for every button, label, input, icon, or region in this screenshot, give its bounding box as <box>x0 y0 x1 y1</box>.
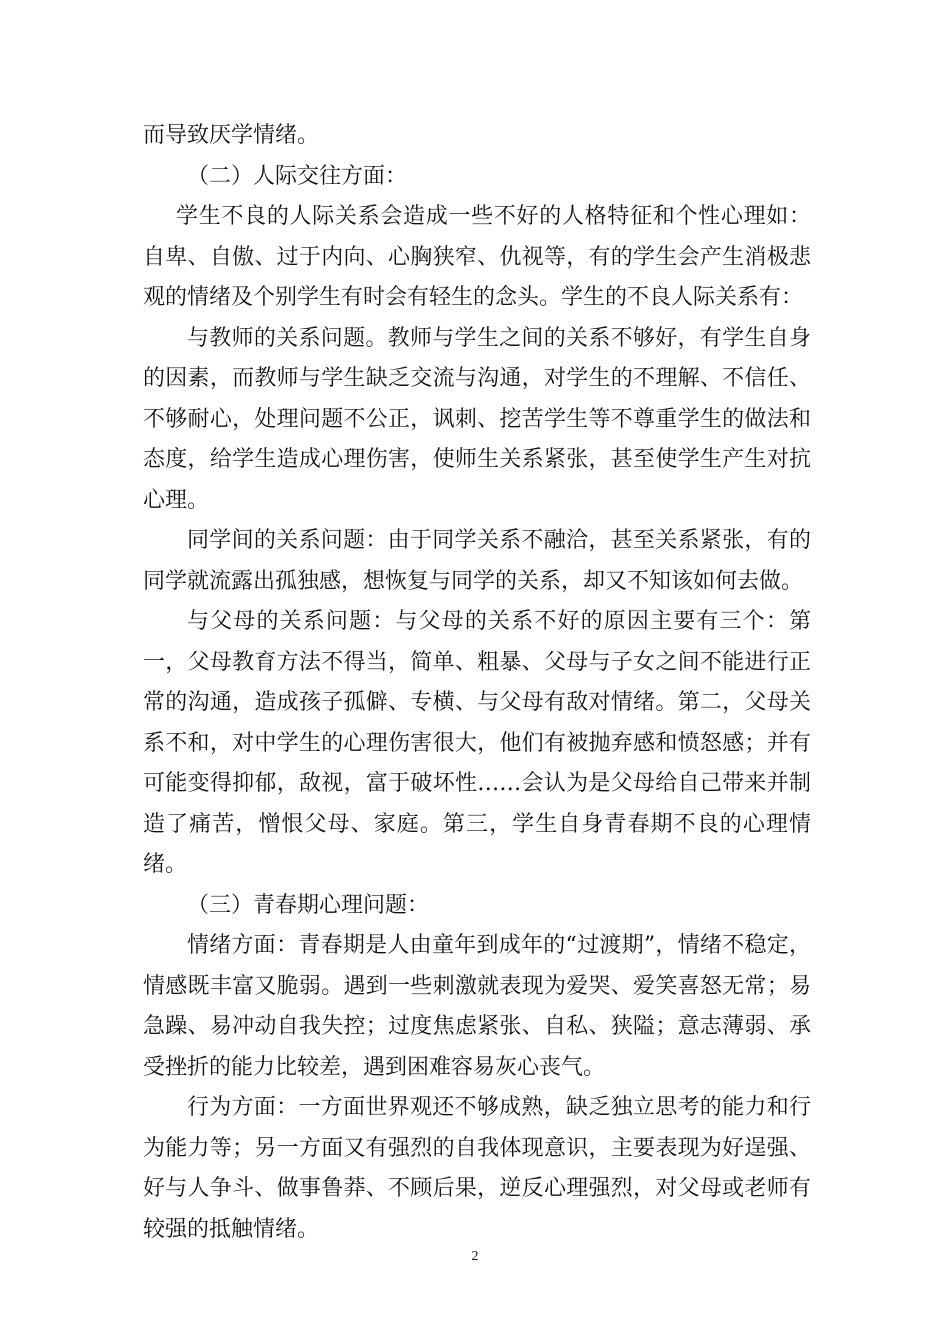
section-heading-adolescence: （三）青春期心理问题： <box>187 892 430 918</box>
paragraph-interpersonal-intro: 学生不良的人际关系会造成一些不好的人格特征和个性心理如：自卑、自傲、过于内向、心胸狭窄、仇视等，有的学生会产生消极悲观的情绪及个别学生有时会有轻生的念头。学生的不良人际关系有： <box>143 204 811 310</box>
paragraph-behavior: 行为方面：一方面世界观还不够成熟，缺乏独立思考的能力和行为能力等；另一方面又有强烈的自我体现意识，主要表现为好逞强、好与人争斗、做事鲁莽、不顾后果，逆反心理强烈，对父母或老师有较强的抵触情绪。 <box>143 1095 811 1242</box>
section-heading-interpersonal: （二）人际交往方面： <box>187 163 408 189</box>
paragraph-parent-relations: 与父母的关系问题：与父母的关系不好的原因主要有三个：第一，父母教育方法不得当，简单、粗暴、父母与子女之间不能进行正常的沟通，造成孩子孤僻、专横、与父母有敌对情绪。第二，父母关系不和，对中学生的心理伤害很大，他们有被抛弃感和愤怒感；并有可能变得抑郁，敌视，富于破坏性……会认为是父母给自己带来并制造了痛苦，憎恨父母、家庭。第三，学生自身青春期不良的心理情绪。 <box>143 609 811 877</box>
paragraph-emotions: 情绪方面：青春期是人由童年到成年的“过渡期”，情绪不稳定，情感既丰富又脆弱。遇到一些刺激就表现为爱哭、爱笑喜怒无常；易急躁、易冲动自我失控；过度焦虑紧张、自私、狭隘；意志薄弱、承受挫折的能力比较差，遇到困难容易灰心丧气。 <box>143 933 811 1080</box>
paragraph-peer-relations: 同学间的关系问题：由于同学关系不融洽，甚至关系紧张，有的同学就流露出孤独感，想恢复与同学的关系，却又不知该如何去做。 <box>143 528 811 594</box>
paragraph-teacher-relations: 与教师的关系问题。教师与学生之间的关系不够好，有学生自身的因素，而教师与学生缺乏交流与沟通，对学生的不理解、不信任、不够耐心，处理问题不公正，讽刺、挖苦学生等不尊重学生的做法和态度，给学生造成心理伤害，使师生关系紧张，甚至使学生产生对抗心理。 <box>143 325 811 513</box>
body-text <box>143 116 811 1250</box>
page-number: 2 <box>471 1249 479 1264</box>
paragraph-continuation: 而导致厌学情绪。 <box>143 123 320 148</box>
